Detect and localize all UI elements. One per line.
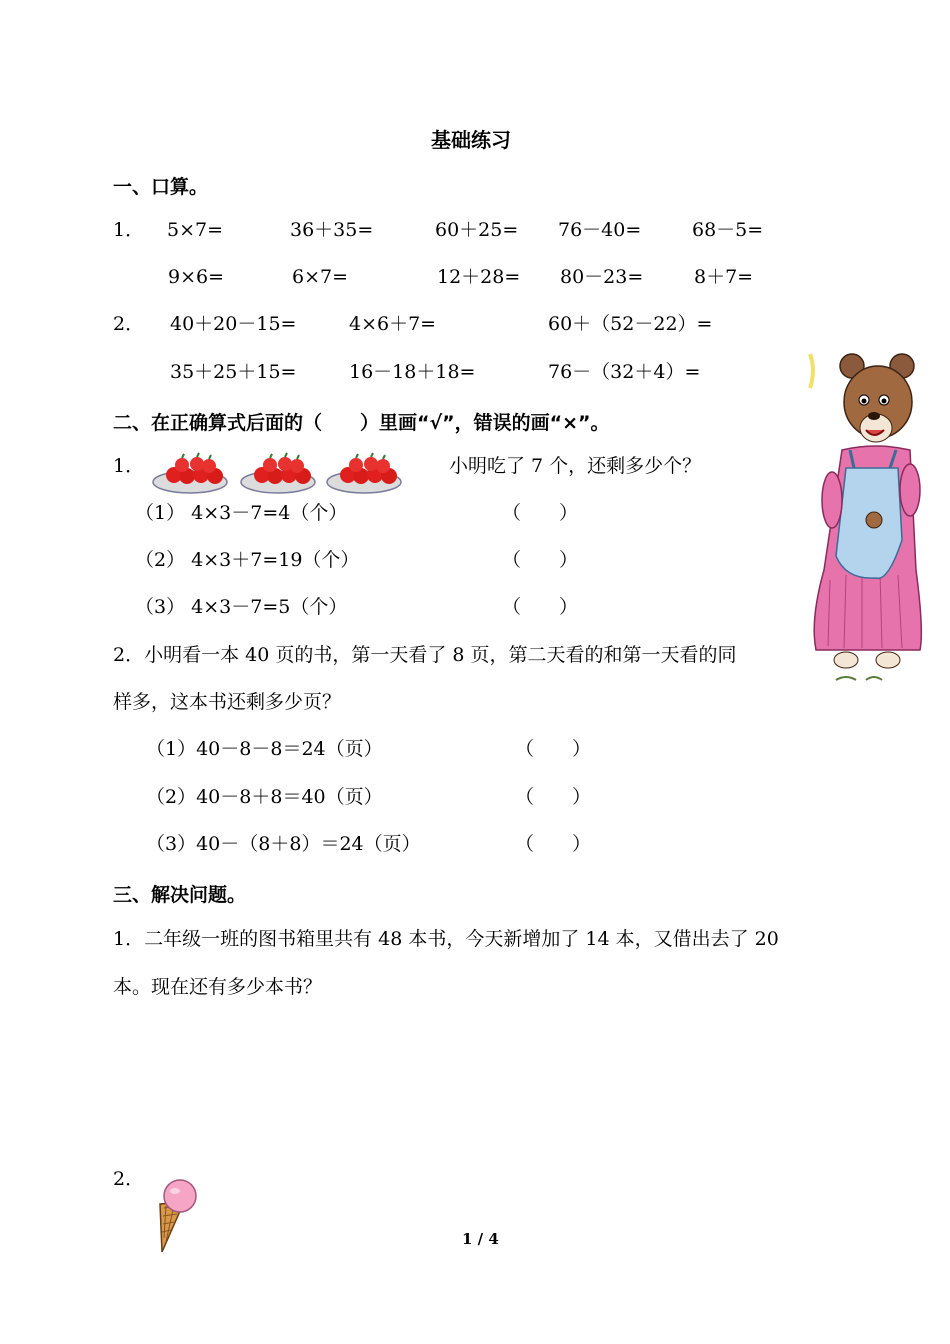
apple-plate-icon <box>153 453 227 493</box>
s1-q2-label: 2． <box>113 313 145 335</box>
s3-q1-text: 本。现在还有多少本书？ <box>113 976 323 998</box>
s1-q2-item: 76－（32＋4）= <box>548 361 701 383</box>
s3-q1-text: 1．二年级一班的图书箱里共有 48 本书，今天新增加了 14 本，又借出去了 20 <box>113 928 779 950</box>
s2-q1-option: （3） 4×3－7=5（个） <box>135 596 348 618</box>
ice-cream-icon <box>152 1178 204 1256</box>
answer-paren[interactable]: （ ） <box>502 596 579 618</box>
s2-q1-question: 小明吃了 7 个，还剩多少个？ <box>449 455 702 477</box>
s1-q1-item: 68－5= <box>692 219 764 241</box>
s1-q1-item: 9×6= <box>168 266 225 288</box>
answer-paren[interactable]: （ ） <box>515 786 592 808</box>
section-1-heading: 一、口算。 <box>113 176 209 198</box>
s1-q2-item: 40＋20－15= <box>170 313 297 335</box>
s1-q2-item: 4×6＋7= <box>349 313 437 335</box>
s1-q1-item: 12＋28= <box>437 266 521 288</box>
s1-q1-item: 36＋35= <box>290 219 374 241</box>
s2-q1-option: （2） 4×3＋7=19（个） <box>135 549 360 571</box>
s1-q1-item: 60＋25= <box>435 219 519 241</box>
s2-q1-option: （1） 4×3－7=4（个） <box>135 502 348 524</box>
s2-q2-option: （3）40－（8＋8）＝24（页） <box>146 833 421 855</box>
apple-plate-icon <box>152 448 404 496</box>
bear-illustration <box>806 350 926 686</box>
s1-q2-item: 60＋（52－22）= <box>548 313 713 335</box>
s1-q1-item: 5×7= <box>167 219 224 241</box>
section-3-heading: 三、解决问题。 <box>113 884 247 906</box>
answer-paren[interactable]: （ ） <box>515 833 592 855</box>
s1-q2-item: 16－18＋18= <box>349 361 476 383</box>
answer-paren[interactable]: （ ） <box>502 549 579 571</box>
s2-q2-text: 2．小明看一本 40 页的书，第一天看了 8 页，第二天看的和第一天看的同 <box>113 644 737 666</box>
answer-paren[interactable]: （ ） <box>515 738 592 760</box>
s2-q1-label: 1． <box>113 455 145 477</box>
s2-q2-option: （1）40－8－8＝24（页） <box>146 738 383 760</box>
s1-q1-label: 1． <box>113 219 145 241</box>
s1-q1-item: 8＋7= <box>694 266 754 288</box>
page-number: 1 / 4 <box>462 1230 499 1248</box>
s1-q1-item: 76－40= <box>558 219 642 241</box>
s1-q1-item: 6×7= <box>292 266 349 288</box>
s1-q2-item: 35＋25＋15= <box>170 361 297 383</box>
s3-q2-label: 2． <box>113 1168 145 1190</box>
answer-paren[interactable]: （ ） <box>502 502 579 524</box>
s2-q2-text: 样多，这本书还剩多少页？ <box>113 691 342 713</box>
s1-q1-item: 80－23= <box>560 266 644 288</box>
section-2-heading: 二、在正确算式后面的（ ）里画“√”，错误的画“×”。 <box>113 412 610 434</box>
page-title: 基础练习 <box>431 128 511 152</box>
s2-q2-option: （2）40－8＋8＝40（页） <box>146 786 383 808</box>
